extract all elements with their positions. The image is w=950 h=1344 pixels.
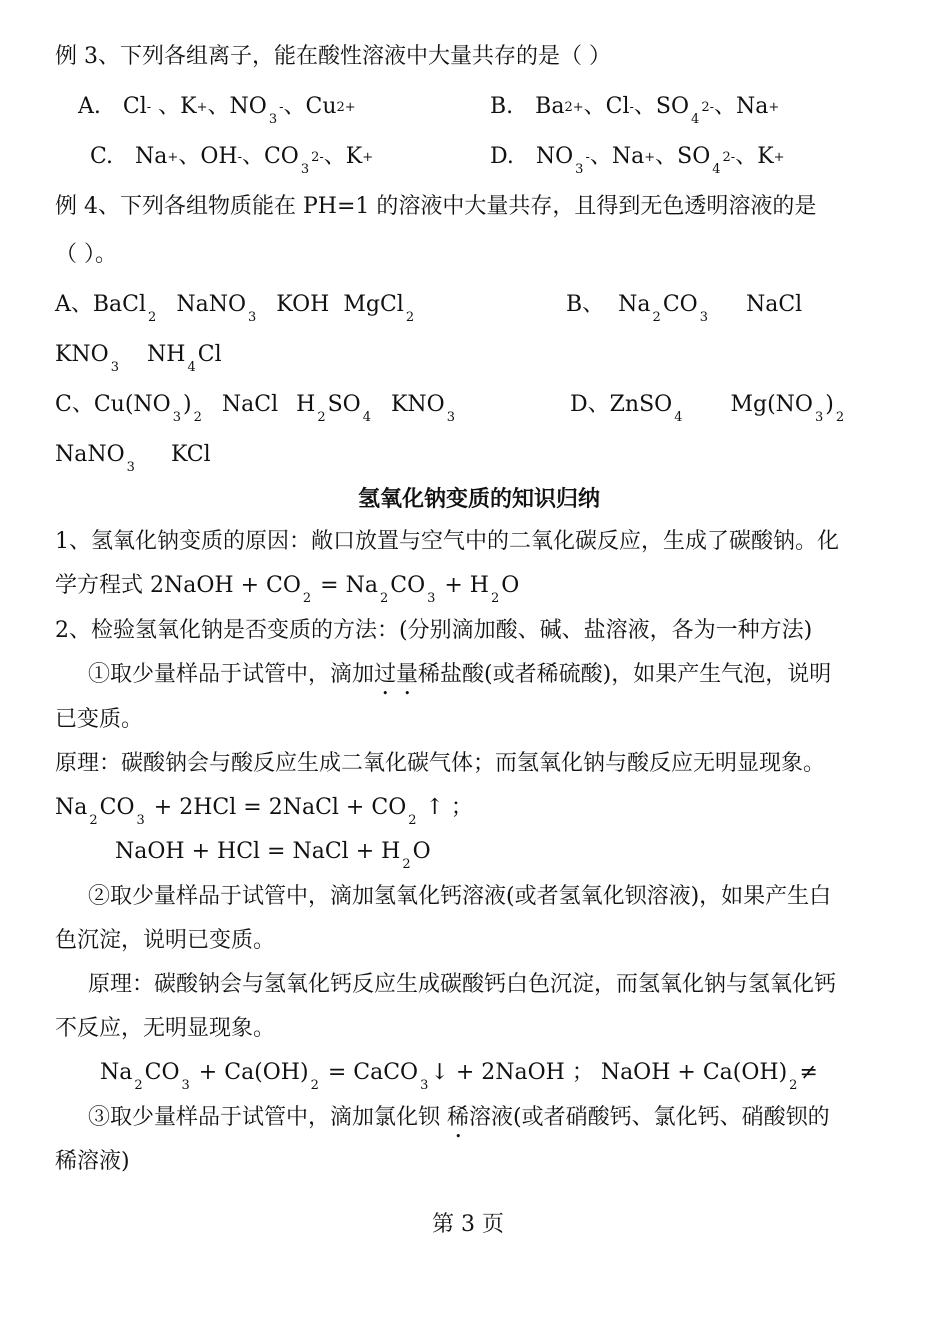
ex3-option-d: D. $NO_3-$、Na+、$SO_42-$、K+ [490, 144, 785, 177]
ex4-option-d: D、$ZnSO_4Mg(NO_3)_2$ [570, 392, 845, 425]
method3-line2: 稀溶液) [55, 1149, 130, 1174]
emphasis-dilute: 稀 [447, 1105, 470, 1130]
method2-line1: ②取少量样品于试管中，滴加氢氧化钙溶液(或者氢氧化钡溶液)，如果产生白 [88, 884, 832, 909]
ex4-question: 例 4、下列各组物质能在 PH=1 的溶液中大量共存，且得到无色透明溶液的是 [55, 194, 817, 219]
ex4-blank: （ ）。 [55, 242, 117, 267]
equation3: $Na_2CO_3 + Ca(OH)_2$ = CaCO$_3$↓ + 2NaOH ； NaOH + $Ca(OH)_2\ne$ [100, 1060, 818, 1093]
ex3-question: 例 3、下列各组离子，能在酸性溶液中大量共存的是（ ） [55, 44, 611, 69]
method2-line2: 色沉淀，说明已变质。 [55, 928, 276, 953]
point2-heading: 2、检验氢氧化钠是否变质的方法：(分别滴加酸、碱、盐溶液，各为一种方法) [55, 618, 813, 643]
ex4-option-b-cont: $KNO_3NH_4Cl$ [55, 342, 222, 375]
page-number: 第 3 页 [432, 1212, 504, 1237]
section-title: 氢氧化钠变质的知识归纳 [358, 486, 601, 512]
ex3-option-b: B. Ba2+、Cl-、$SO_42-$、Na+ [490, 94, 780, 127]
principle1: 原理：碳酸钠会与酸反应生成二氧化碳气体；而氢氧化钠与酸反应无明显现象。 [55, 751, 826, 776]
point1-equation: 学方程式 2NaOH + $CO_2 = Na_2CO_3 + H_2O$ [55, 573, 520, 606]
method1-line1: ①取少量样品于试管中，滴加过量稀盐酸(或者稀硫酸)，如果产生气泡，说明 [88, 662, 832, 687]
ex4-option-c: C、$Cu(NO_3)_2NaCl$ $H_2SO_4KNO_3$ [55, 392, 455, 425]
point1-line1: 1、氢氧化钠变质的原因：敞口放置与空气中的二氧化碳反应，生成了碳酸钠。化 [55, 529, 839, 554]
ex3-option-a: A. Cl- 、K+、$NO_3-$、Cu2+ [78, 94, 356, 127]
equation2: NaOH + HCl = NaCl + $H_2O$ [115, 839, 431, 872]
ex3-option-c: C. Na+、OH-、$CO_32-$、K+ [90, 144, 374, 177]
method1-line2: 已变质。 [55, 707, 144, 732]
ex4-option-b: B、 $Na_2CO_3NaCl$ [566, 292, 803, 325]
ex4-option-d-cont: NaNO$_3$KCl [55, 442, 211, 475]
principle2-line1: 原理：碳酸钠会与氢氧化钙反应生成碳酸钙白色沉淀，而氢氧化钠与氢氧化钙 [88, 972, 837, 997]
emphasis-excess: 过量 [374, 662, 419, 687]
ex4-option-a: A、BaCl$_2$NaNO$_3$KOH MgCl$_2$ [55, 292, 415, 325]
equation1: $Na_2CO_3 + 2HCl$ = 2NaCl + $CO_2$ ↑ ； [55, 795, 473, 828]
method3-line1: ③取少量样品于试管中，滴加氯化钡 稀溶液(或者硝酸钙、氯化钙、硝酸钡的 [88, 1105, 830, 1130]
principle2-line2: 不反应，无明显现象。 [55, 1016, 276, 1041]
